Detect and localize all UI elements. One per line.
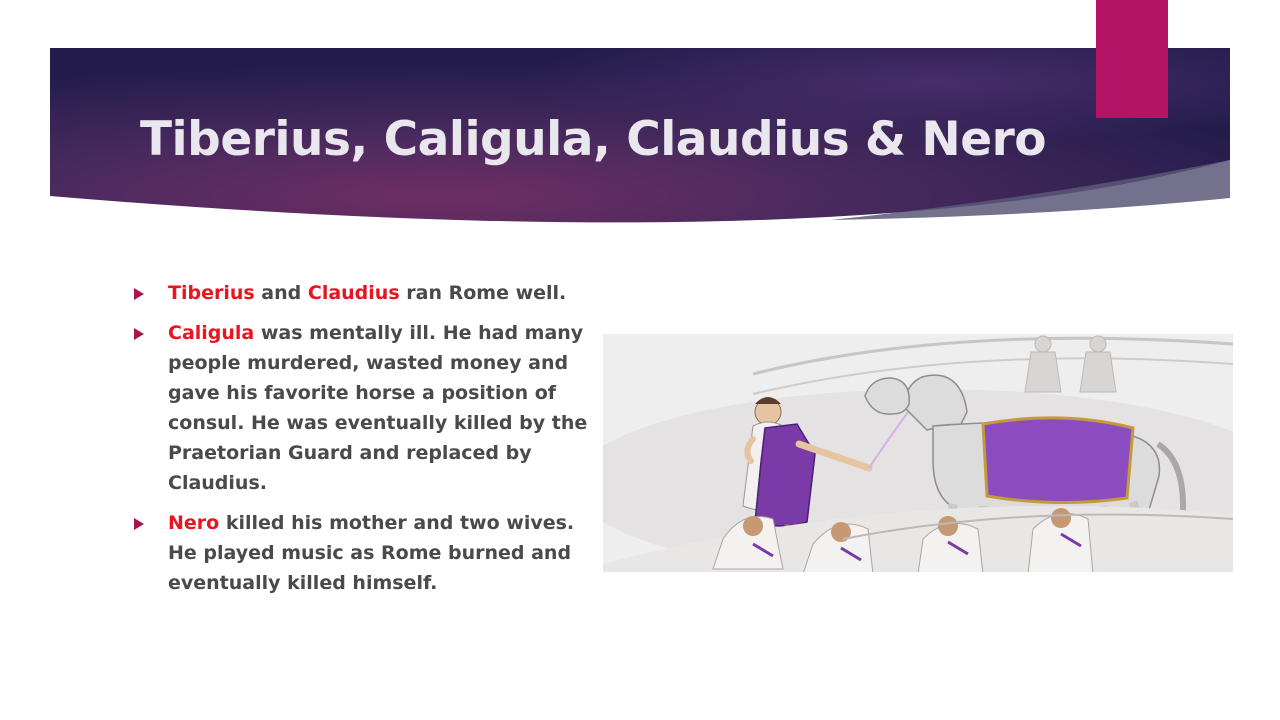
caligula-horse-illustration — [603, 334, 1233, 572]
slide-title: Tiberius, Caligula, Claudius & Nero — [140, 112, 1047, 167]
highlight-name: Tiberius — [168, 282, 255, 304]
highlight-name: Caligula — [168, 322, 255, 344]
bullet-item — [134, 508, 604, 598]
triangle-bullet-icon — [134, 518, 144, 530]
bullet-text: and — [254, 282, 308, 304]
bullet-item — [134, 278, 604, 308]
highlight-name: Claudius — [307, 282, 400, 304]
bullet-text: was mentally ill. He had many people murdered, wasted money and gave his favorite horse a position of consul. He was eventually killed by the Praetorian Guard and replaced by Claudius. — [168, 322, 588, 494]
accent-tab — [1096, 0, 1168, 118]
highlight-name: Nero — [168, 512, 220, 534]
bullet-text: ran Rome well. — [399, 282, 567, 304]
triangle-bullet-icon — [134, 288, 144, 300]
bullet-item — [134, 318, 604, 498]
triangle-bullet-icon — [134, 328, 144, 340]
bullet-text: killed his mother and two wives. He played music as Rome burned and eventually killed himself. — [168, 512, 575, 594]
bullet-list — [134, 278, 604, 608]
